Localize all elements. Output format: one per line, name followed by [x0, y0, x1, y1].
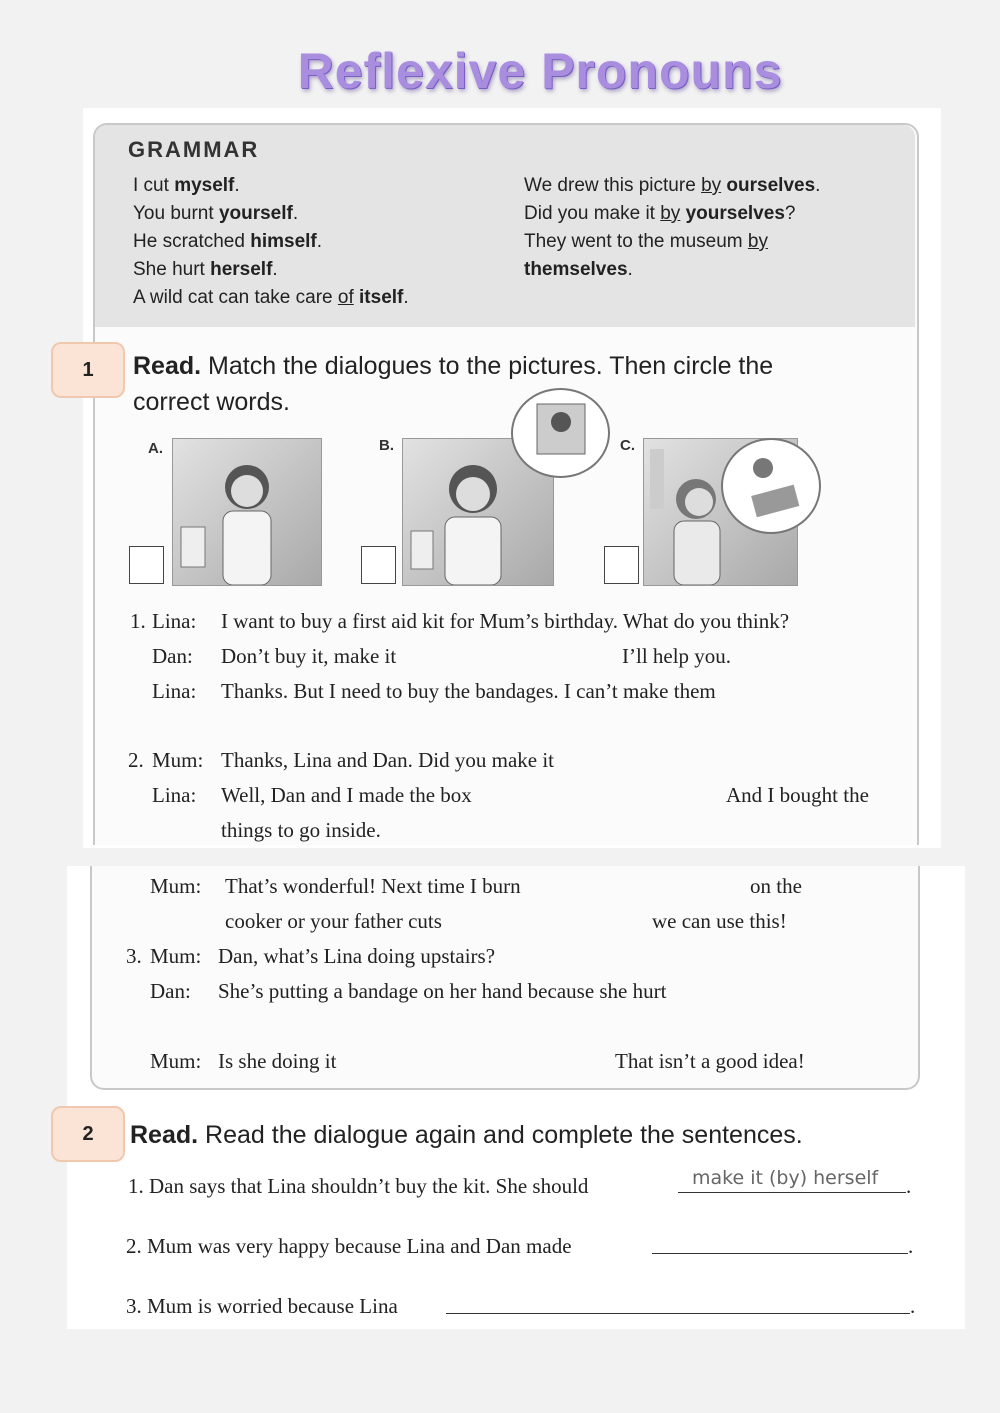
picture-label-b: B. [379, 437, 394, 454]
answer-line[interactable] [446, 1313, 910, 1314]
dialogue-text: That’s wonderful! Next time I burn [225, 874, 521, 898]
grammar-example: A wild cat can take care of itself. [133, 287, 409, 308]
dialogue-text: That isn’t a good idea! [615, 1049, 805, 1073]
sentence-text: 3. Mum is worried because Lina [126, 1294, 398, 1318]
dialogue-text: I want to buy a first aid kit for Mum’s birthday. What do you think? [221, 609, 790, 633]
dialogue-text: things to go inside. [221, 818, 381, 842]
dialogue-text: Dan, what’s Lina doing upstairs? [218, 944, 496, 968]
answer-line[interactable] [652, 1253, 908, 1254]
handwritten-answer: make it (by) herself [692, 1167, 879, 1189]
exercise-1-instruction: Read. Match the dialogues to the pictures. Then circle the correct words. [133, 352, 774, 416]
exercise-2-instruction: Read. Read the dialogue again and complete the sentences. [130, 1121, 803, 1149]
exercise-number-badge: 1 [51, 342, 125, 398]
picture-label-a: A. [148, 440, 163, 457]
answer-checkbox-b[interactable] [361, 546, 396, 584]
sentence-period: . [908, 1234, 914, 1258]
answer-checkbox-c[interactable] [604, 546, 639, 584]
sentence-period: . [906, 1174, 912, 1198]
dialogue-text: we can use this! [652, 909, 787, 933]
dialogue-line-number: 3. [126, 944, 142, 968]
dialogue-speaker: Mum: [152, 748, 204, 772]
exercise-number-badge: 2 [51, 1106, 125, 1162]
dialogue-text: Thanks, Lina and Dan. Did you make it [221, 748, 555, 772]
dialogue-text: Is she doing it [218, 1049, 337, 1073]
dialogue-text: And I bought the [726, 783, 869, 807]
dialogue-speaker: Mum: [150, 874, 202, 898]
picture-label-c: C. [620, 437, 635, 454]
grammar-example: We drew this picture by ourselves. [524, 175, 821, 196]
grammar-example: Did you make it by yourselves? [524, 203, 796, 224]
dialogue-text: I’ll help you. [622, 644, 732, 668]
thought-bubble-icon [511, 388, 610, 478]
dialogue-text: cooker or your father cuts [225, 909, 442, 933]
grammar-example: They went to the museum by [524, 231, 768, 252]
dialogue-text: Well, Dan and I made the box [221, 783, 472, 807]
answer-line[interactable] [678, 1192, 906, 1193]
dialogue-text: Thanks. But I need to buy the bandages. I can’t make them [221, 679, 716, 703]
picture-a [172, 438, 322, 586]
dialogue-line-number: 2. [128, 748, 144, 772]
dialogue-speaker: Lina: [152, 783, 197, 807]
grammar-example: themselves. [524, 259, 633, 280]
grammar-example: He scratched himself. [133, 231, 323, 252]
dialogue-speaker: Dan: [152, 644, 193, 668]
grammar-example: She hurt herself. [133, 259, 278, 280]
dialogue-line-number: 1. [130, 609, 146, 633]
grammar-example: I cut myself. [133, 175, 240, 196]
dialogue-speaker: Dan: [150, 979, 191, 1003]
page-title: Reflexive Pronouns [297, 43, 783, 99]
dialogue-text: on the [750, 874, 802, 898]
grammar-heading: GRAMMAR [128, 137, 260, 162]
sentence-text: 2. Mum was very happy because Lina and Dan made [126, 1234, 572, 1258]
dialogue-speaker: Mum: [150, 944, 202, 968]
dialogue-speaker: Lina: [152, 609, 197, 633]
answer-checkbox-a[interactable] [129, 546, 164, 584]
thought-bubble-icon [721, 438, 821, 534]
dialogue-text: She’s putting a bandage on her hand because she hurt [218, 979, 667, 1003]
girl-illustration-icon [173, 439, 321, 585]
grammar-example: You burnt yourself. [133, 203, 299, 224]
dialogue-speaker: Mum: [150, 1049, 202, 1073]
dialogue-text: Don’t buy it, make it [221, 644, 397, 668]
dialogue-speaker: Lina: [152, 679, 197, 703]
sentence-text: 1. Dan says that Lina shouldn’t buy the kit. She should [128, 1174, 589, 1198]
sentence-period: . [910, 1294, 916, 1318]
